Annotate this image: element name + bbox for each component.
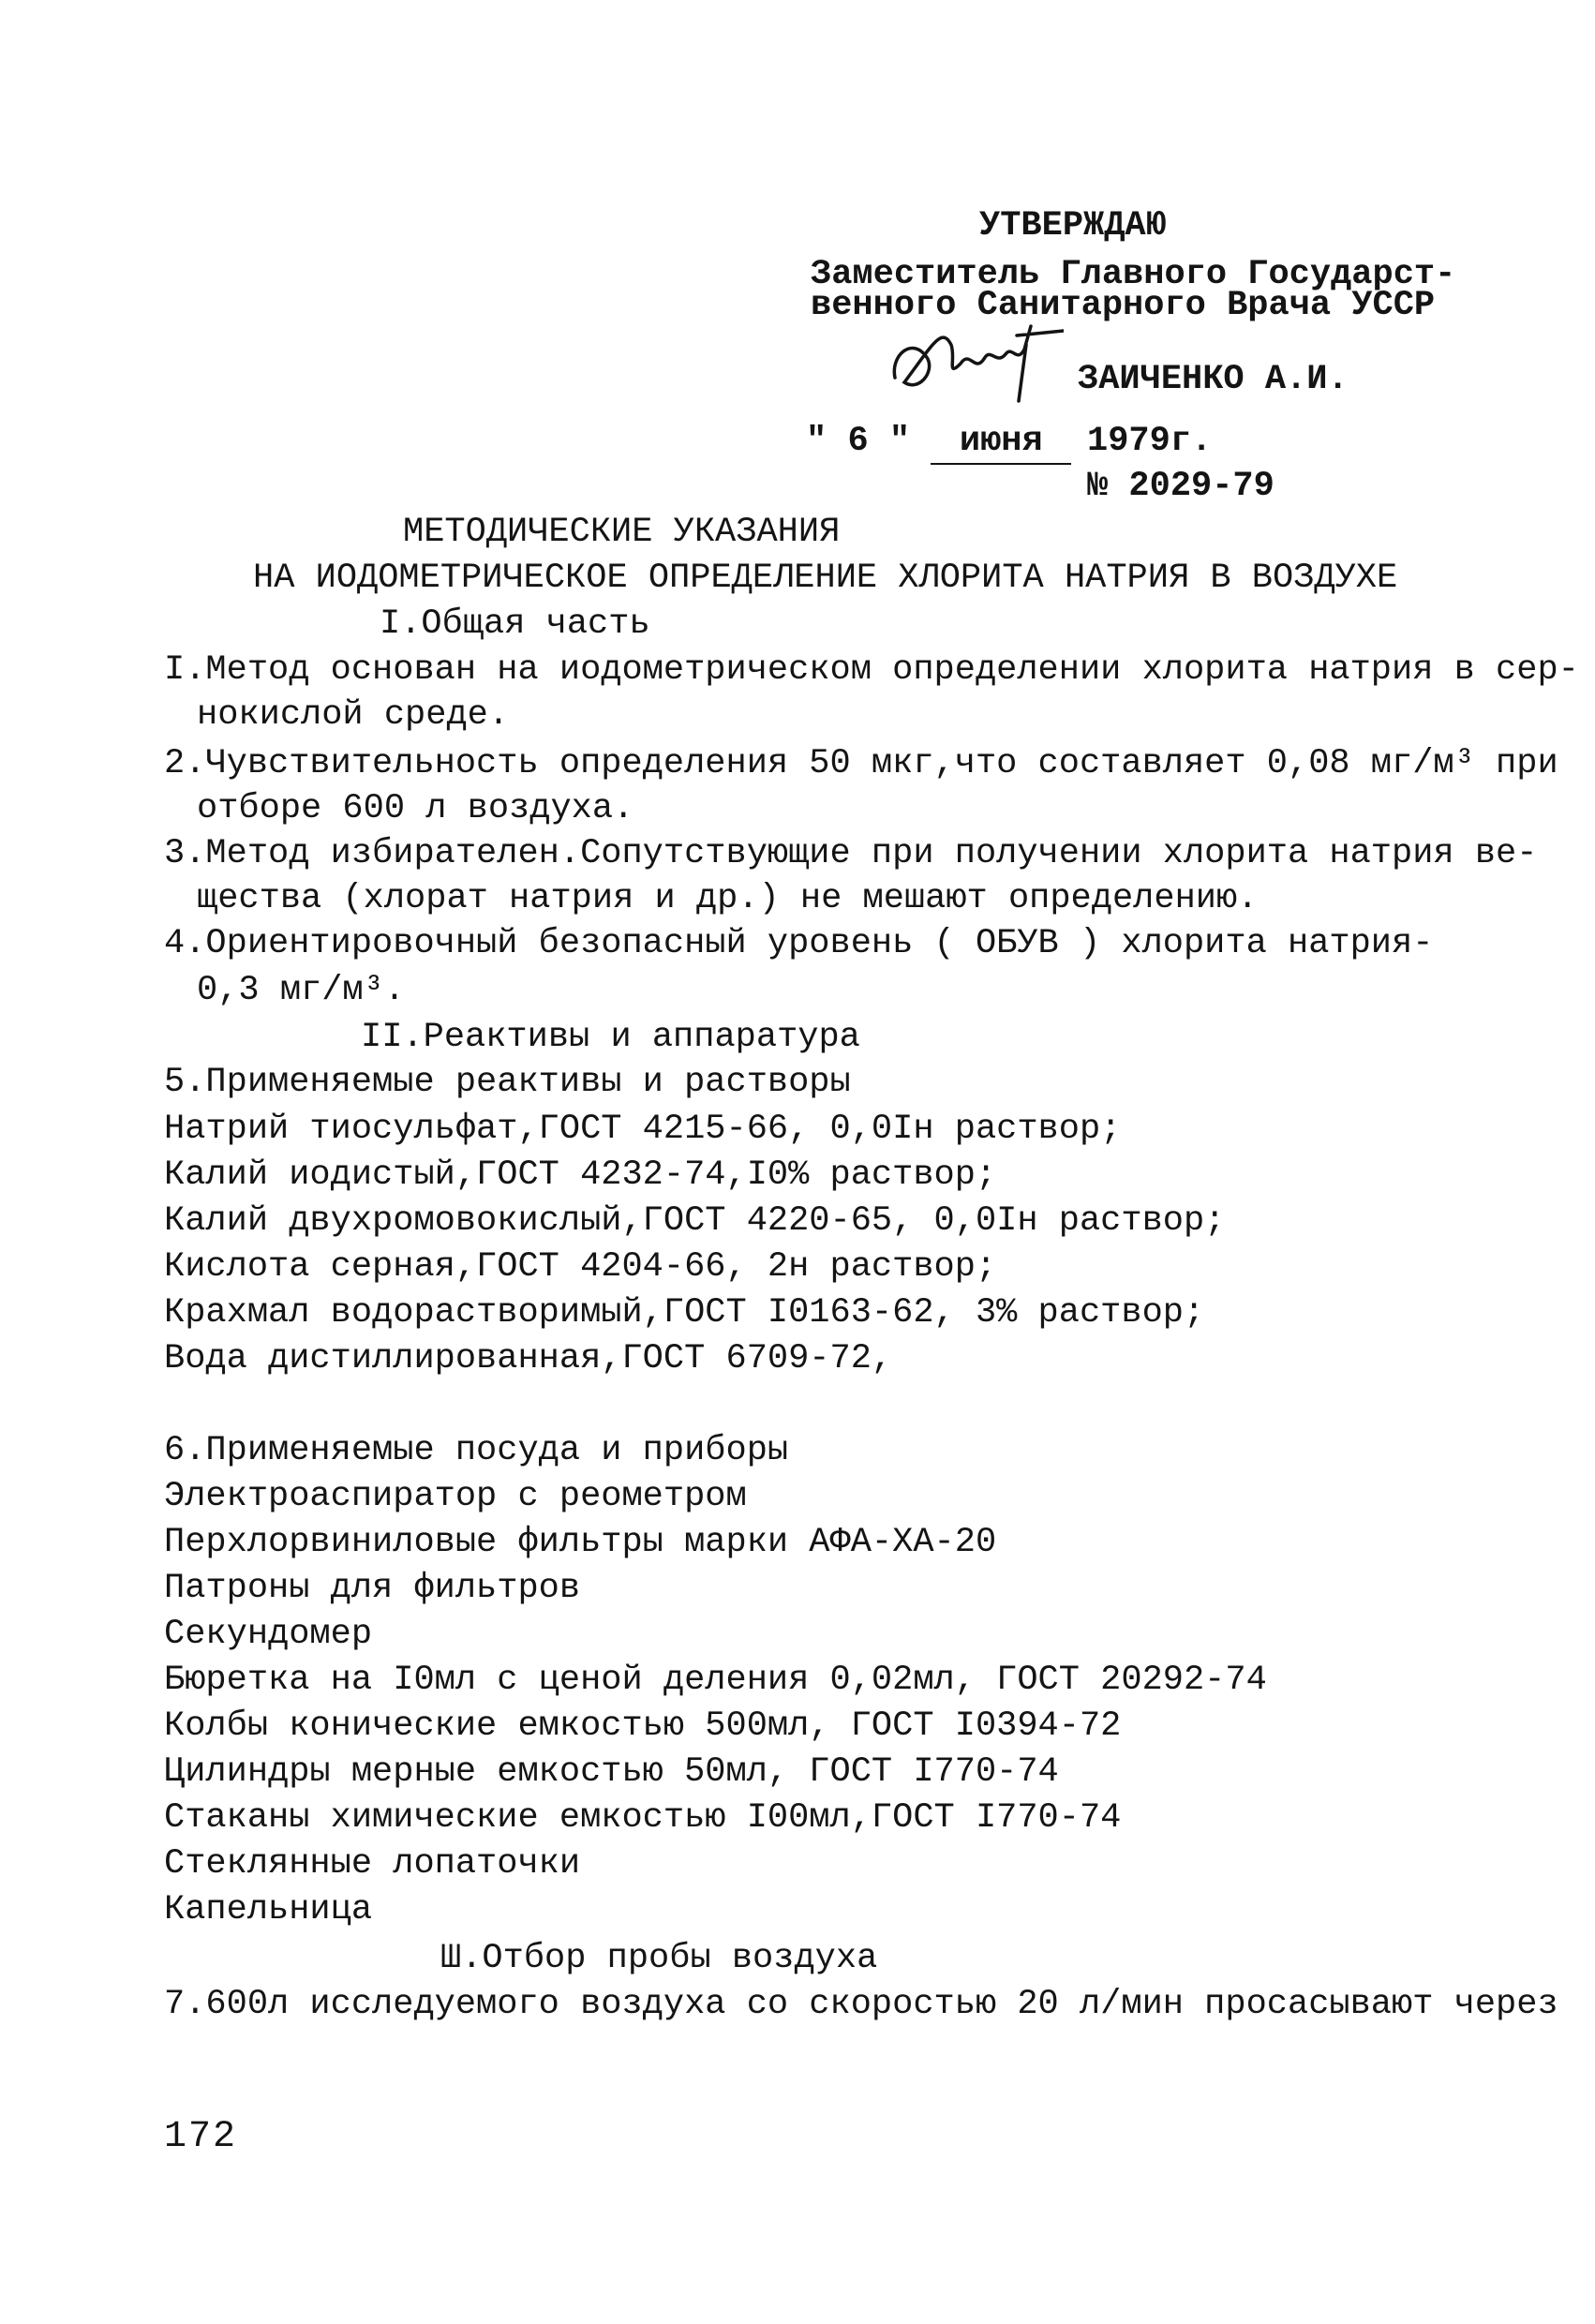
section1-line: 2.Чувствительность определения 50 мкг,что составляет 0,08 мг/м³ при <box>164 744 1558 783</box>
title-line1: МЕТОДИЧЕСКИЕ УКАЗАНИЯ <box>403 513 841 552</box>
equipment-item: Капельница <box>164 1890 373 1929</box>
equipment-item: Цилиндры мерные емкостью 50мл, ГОСТ I770-74 <box>164 1752 1059 1792</box>
section1-line: I.Метод основан на иодометрическом определении хлорита натрия в сер- <box>164 650 1579 690</box>
section3-line: 7.600л исследуемого воздуха со скоростью 20 л/мин просасывают через <box>164 1985 1558 2024</box>
equipment-heading: 6.Применяемые посуда и приборы <box>164 1431 789 1470</box>
section1-line: 0,3 мг/м³. <box>197 971 406 1010</box>
reagent-item: Крахмал водорастворимый,ГОСТ I0163-62, 3% раствор; <box>164 1293 1205 1333</box>
section1-line: нокислой среде. <box>197 695 510 735</box>
page-number: 172 <box>164 2116 238 2158</box>
reagents-heading: 5.Применяемые реактивы и растворы <box>164 1063 851 1102</box>
equipment-item: Секундомер <box>164 1615 373 1654</box>
equipment-item: Бюретка на I0мл с ценой деления 0,02мл, ГОСТ 20292-74 <box>164 1661 1267 1700</box>
reagent-item: Калий иодистый,ГОСТ 4232-74,I0% раствор; <box>164 1155 997 1195</box>
approval-stamp: УТВЕРЖДАЮ <box>979 206 1167 246</box>
section1-line: 3.Метод избирателен.Сопутствующие при получении хлорита натрия ве- <box>164 834 1538 873</box>
section3-heading: Ш.Отбор пробы воздуха <box>440 1939 878 1978</box>
date-quote-open: " <box>806 422 827 461</box>
approval-date <box>806 420 1071 465</box>
reagent-item: Вода дистиллированная,ГОСТ 6709-72, <box>164 1339 893 1378</box>
date-month: июня <box>931 420 1071 465</box>
equipment-item: Колбы конические емкостью 500мл, ГОСТ I0394-72 <box>164 1706 1122 1746</box>
reagent-item: Калий двухромовокислый,ГОСТ 4220-65, 0,0Iн раствор; <box>164 1201 1226 1241</box>
approval-position-line1: Заместитель Главного Государст- <box>811 255 1456 294</box>
date-day: 6 <box>847 422 869 461</box>
date-quote-close: " <box>888 422 911 461</box>
section1-line: отборе 600 л воздуха. <box>197 789 634 828</box>
equipment-item: Стаканы химические емкостью I00мл,ГОСТ I770-74 <box>164 1798 1122 1838</box>
equipment-item: Патроны для фильтров <box>164 1569 581 1608</box>
date-year: 1979г. <box>1087 422 1213 461</box>
document-number: № 2029-79 <box>1087 467 1275 506</box>
equipment-item: Стеклянные лопаточки <box>164 1844 581 1884</box>
handwritten-signature <box>876 307 1064 406</box>
title-line2: НА ИОДОМЕТРИЧЕСКОЕ ОПРЕДЕЛЕНИЕ ХЛОРИТА НАТРИЯ В ВОЗДУХЕ <box>253 559 1398 598</box>
section2-heading: II.Реактивы и аппаратура <box>361 1018 860 1057</box>
equipment-item: Электроаспиратор с реометром <box>164 1477 747 1516</box>
reagent-item: Кислота серная,ГОСТ 4204-66, 2н раствор; <box>164 1247 997 1287</box>
equipment-item: Перхлорвиниловые фильтры марки АФА-ХА-20 <box>164 1523 997 1562</box>
reagent-item: Натрий тиосульфат,ГОСТ 4215-66, 0,0Iн раствор; <box>164 1110 1122 1149</box>
section1-line: 4.Ориентировочный безопасный уровень ( ОБУВ ) хлорита натрия- <box>164 924 1434 963</box>
approval-position-line2: венного Санитарного Врача УССР <box>811 286 1436 325</box>
section1-heading: I.Общая часть <box>380 604 650 644</box>
approval-signatory: ЗАИЧЕНКО А.И. <box>1078 360 1349 399</box>
section1-line: щества (хлорат натрия и др.) не мешают определению. <box>197 879 1259 918</box>
